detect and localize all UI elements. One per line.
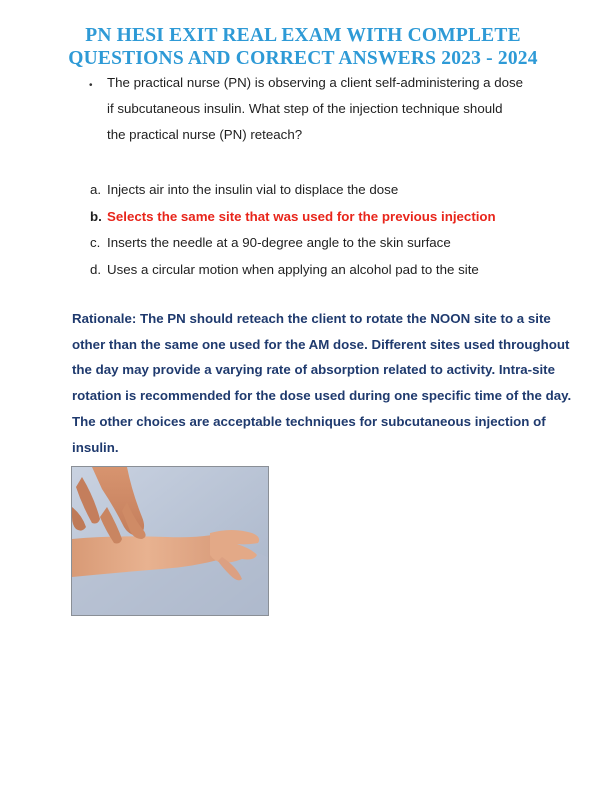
hand-photo — [71, 466, 269, 616]
option-text: Injects air into the insulin vial to displace the dose — [107, 182, 399, 197]
option-letter: d. — [90, 261, 102, 277]
option-text: Inserts the needle at a 90-degree angle to the skin surface — [107, 235, 451, 250]
rationale-paragraph — [72, 306, 572, 460]
hand-photo-illustration — [72, 467, 268, 615]
rationale-line-5: The other choices are acceptable techniques for subcutaneous injection of — [72, 413, 546, 429]
option-d — [84, 257, 544, 284]
option-letter: b. — [90, 208, 102, 224]
rationale-line-1: Rationale: The PN should reteach the client to rotate the NOON site to a site — [72, 311, 551, 326]
option-c — [84, 230, 544, 257]
option-letter: a. — [90, 182, 102, 197]
question-stem — [107, 70, 527, 148]
question-bullet: • — [89, 80, 93, 91]
document-title-line-1: PN HESI EXIT REAL EXAM WITH COMPLETE — [85, 25, 521, 46]
rationale-line-6: insulin. — [72, 439, 119, 455]
question-line-2: if subcutaneous insulin. What step of the injection technique should — [107, 101, 503, 116]
rationale-line-2: other than the same one used for the AM dose. Different sites used throughout — [72, 336, 570, 352]
question-line-3: the practical nurse (PN) reteach? — [107, 127, 303, 142]
option-letter: c. — [90, 235, 101, 250]
rationale-line-3: the day may provide a varying rate of absorption related to activity. Intra-site — [72, 362, 556, 378]
option-a — [84, 177, 544, 204]
question-line-1: The practical nurse (PN) is observing a client self-administering a dose — [107, 75, 524, 90]
answer-options — [84, 177, 544, 283]
rationale-line-4: rotation is recommended for the dose used during one specific time of the day. — [72, 388, 572, 404]
option-text: Uses a circular motion when applying an alcohol pad to the site — [107, 261, 479, 277]
document-title-line-2: QUESTIONS AND CORRECT ANSWERS 2023 - 2024 — [68, 48, 538, 69]
document-title — [0, 24, 606, 70]
option-b-correct-answer — [84, 204, 544, 231]
option-text: Selects the same site that was used for the previous injection — [107, 208, 496, 224]
